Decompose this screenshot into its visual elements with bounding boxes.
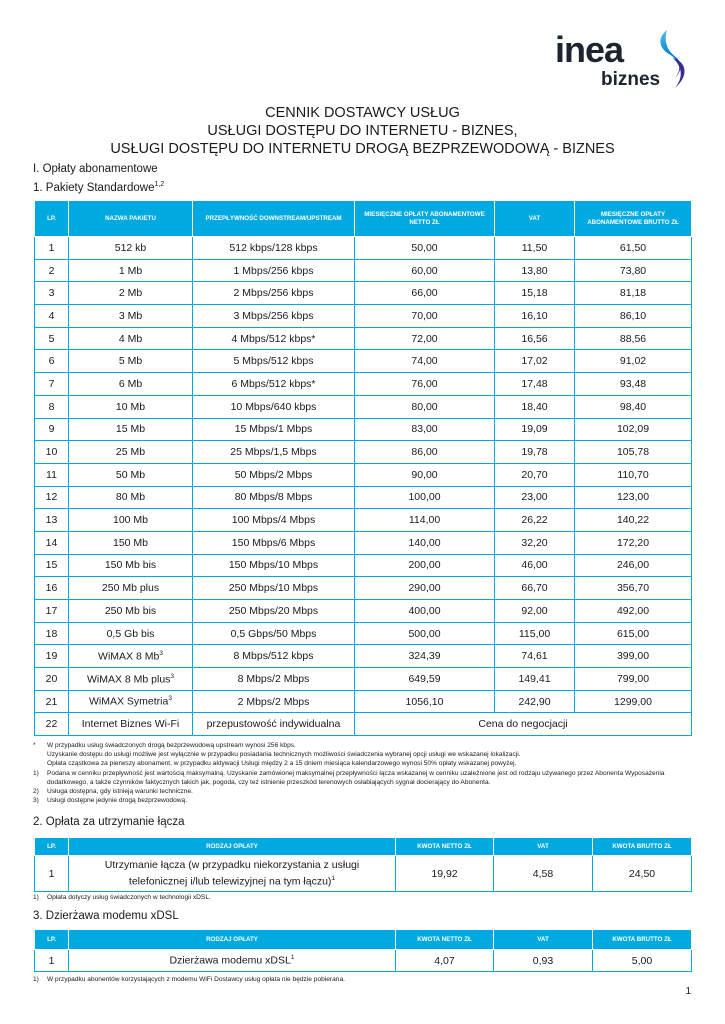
- cell-package-name: [69, 531, 193, 554]
- cell-vat: 13,80: [495, 259, 575, 282]
- cell-speed: 150 Mbps/6 Mbps: [193, 531, 355, 554]
- cell-vat: 20,70: [495, 463, 575, 486]
- cell-vat: 242,90: [495, 690, 575, 713]
- cell-package-name: [69, 327, 193, 350]
- footnote-text: Usługi dostępne jedynie drogą bezprzewodową.: [47, 797, 188, 805]
- cell-package-name: [69, 509, 193, 532]
- header-net-amount: KWOTA NETTO ZŁ: [396, 930, 494, 950]
- cell-package-name: [69, 554, 193, 577]
- cell-lp: 13: [35, 509, 69, 532]
- fee-type-sup: 1: [290, 954, 295, 962]
- package-name-text: 6 Mb: [118, 377, 143, 390]
- header-lp: LP.: [35, 201, 69, 237]
- packages-heading-sup: 1,2: [154, 181, 165, 188]
- cell-vat: 17,48: [495, 373, 575, 396]
- cell-package-name: [69, 237, 193, 260]
- cell-vat: 17,02: [495, 350, 575, 373]
- package-name-sup: 3: [168, 695, 172, 703]
- cell-vat: 16,10: [495, 305, 575, 328]
- cell-lp: 22: [35, 713, 69, 736]
- cell-net-fee: 60,00: [355, 259, 495, 282]
- cell-net-fee: 114,00: [355, 509, 495, 532]
- cell-gross-fee: 91,02: [575, 350, 692, 373]
- table-row: [35, 282, 692, 305]
- table-row: [35, 395, 692, 418]
- cell-speed: 4 Mbps/512 kbps*: [193, 327, 355, 350]
- cell-package-name: [69, 600, 193, 623]
- title-line-1: CENNIK DOSTAWCY USŁUG: [265, 105, 460, 121]
- header-speed: PRZEPŁYWNOŚĆ DOWNSTREAM/UPSTREAM: [193, 201, 355, 237]
- line-maintenance-table: [34, 837, 692, 892]
- footnote: [33, 741, 693, 750]
- cell-net-fee: 86,00: [355, 441, 495, 464]
- cell-package-name: [69, 441, 193, 464]
- package-name-text: 1 Mb: [118, 264, 143, 277]
- package-name-text: 50 Mb: [115, 468, 146, 481]
- cell-net-fee: 80,00: [355, 395, 495, 418]
- cell-speed: 80 Mbps/8 Mbps: [193, 486, 355, 509]
- cell-net-fee: 200,00: [355, 554, 495, 577]
- cell-net-fee: 90,00: [355, 463, 495, 486]
- footnote: [33, 787, 693, 796]
- footnotes-line-maintenance: [33, 893, 693, 902]
- cell-lp: 4: [35, 305, 69, 328]
- cell-lp: 10: [35, 441, 69, 464]
- cell-vat: 0,93: [494, 950, 593, 972]
- package-name-text: 4 Mb: [118, 332, 143, 345]
- package-name-text: 250 Mb plus: [101, 582, 160, 595]
- package-name-text: WiMAX 8 Mb plus: [86, 673, 171, 686]
- footnote-text: W przypadku usług świadczonych drogą bezprzewodową upstream wynosi 256 kbps.: [47, 742, 296, 749]
- package-name-text: 80 Mb: [115, 491, 146, 504]
- cell-speed: 100 Mbps/4 Mbps: [193, 509, 355, 532]
- table-row: [35, 259, 692, 282]
- footnote: [33, 769, 693, 787]
- cell-vat: 11,50: [495, 237, 575, 260]
- section-heading-line-maintenance: 2. Opłata za utrzymanie łącza: [33, 816, 185, 828]
- cell-lp: 1: [35, 950, 69, 972]
- table-row: [35, 486, 692, 509]
- cell-gross-fee: 123,00: [575, 486, 692, 509]
- cell-lp: 16: [35, 577, 69, 600]
- packages-heading-text: 1. Pakiety Standardowe: [33, 181, 155, 194]
- cell-speed: przepustowość indywidualna: [193, 713, 355, 736]
- cell-vat: 4,58: [494, 856, 593, 892]
- footnotes-packages: [33, 741, 693, 805]
- cell-package-name: [69, 305, 193, 328]
- cell-lp: 1: [35, 856, 69, 892]
- cell-package-name: [69, 577, 193, 600]
- table-row: [35, 305, 692, 328]
- cell-gross-fee: 88,56: [575, 327, 692, 350]
- section-heading-fees: I. Opłaty abonamentowe: [33, 163, 158, 175]
- packages-table-body: [35, 237, 692, 736]
- table-row-22: [35, 713, 692, 736]
- logo-brand-text: inea: [555, 29, 624, 70]
- cell-lp: 17: [35, 600, 69, 623]
- cell-vat: 66,70: [495, 577, 575, 600]
- package-name-sup: 3: [159, 649, 163, 657]
- cell-fee-type: [69, 950, 396, 972]
- title-line-3: USŁUGI DOSTĘPU DO INTERNETU DROGĄ BEZPRZEWODOWĄ - BIZNES: [110, 141, 615, 157]
- header-lp: LP.: [35, 930, 69, 950]
- cell-vat: 19,78: [495, 441, 575, 464]
- header-gross-amount: KWOTA BRUTTO ZŁ: [593, 838, 692, 856]
- footnote-mark: 1): [33, 976, 39, 983]
- cell-lp: 1: [35, 237, 69, 260]
- package-name-text: 25 Mb: [115, 446, 146, 459]
- footnote-text: Opłata cząstkowa za pierwszy abonament, w przypadku aktywacji Usługi między 2 a 15 dniem miesiąca kalendarzowego wynosi 50% opłaty wskazanej powyżej.: [47, 760, 517, 768]
- cell-net-fee: 83,00: [355, 418, 495, 441]
- cell-vat: 26,22: [495, 509, 575, 532]
- table-header-row: [35, 838, 692, 856]
- cell-net-fee: 100,00: [355, 486, 495, 509]
- footnote-mark: 1): [33, 894, 39, 901]
- package-name-text: 100 Mb: [112, 514, 149, 527]
- footnote: [33, 893, 693, 902]
- table-row: [35, 856, 692, 892]
- packages-price-table: [34, 200, 692, 736]
- package-name-sup: 3: [170, 672, 175, 680]
- logo-swirl-icon: [653, 28, 693, 90]
- footnote-mark: 1): [33, 769, 39, 777]
- cell-net-fee: 500,00: [355, 622, 495, 645]
- package-name-text: 5 Mb: [118, 355, 143, 368]
- header-vat: VAT: [494, 930, 593, 950]
- footnote-text: Opłata dotyczy usług świadczonych w technologii xDSL.: [47, 894, 211, 901]
- cell-speed: 8 Mbps/2 Mbps: [193, 668, 355, 691]
- table-row: [35, 373, 692, 396]
- footnote-text: Uzyskanie dostępu do usługi możliwe jest wyłącznie w przypadku posiadania technicznych możliwości świadczenia wybranej opcji usługi we wskazanej lokalizacji.: [47, 751, 521, 759]
- cell-gross-fee: 246,00: [575, 554, 692, 577]
- cell-package-name: [69, 622, 193, 645]
- cell-vat: 115,00: [495, 622, 575, 645]
- title-line-2: USŁUGI DOSTĘPU DO INTERNETU - BIZNES,: [207, 123, 518, 139]
- footnote-mark: *: [33, 742, 36, 749]
- cell-net-amount: 4,07: [396, 950, 494, 972]
- cell-package-name: [69, 373, 193, 396]
- table-header-row: [35, 201, 692, 237]
- fee-type-line-1: Utrzymanie łącza (w przypadku niekorzystania z usługi: [104, 859, 360, 872]
- cell-package-name: [69, 395, 193, 418]
- cell-speed: 6 Mbps/512 kbps*: [193, 373, 355, 396]
- cell-net-fee: 649,59: [355, 668, 495, 691]
- table-row: [35, 350, 692, 373]
- cell-net-fee: 72,00: [355, 327, 495, 350]
- cell-vat: 74,61: [495, 645, 575, 668]
- package-name-text: 150 Mb bis: [104, 559, 157, 572]
- cell-speed: 8 Mbps/512 kbps: [193, 645, 355, 668]
- cell-gross-fee: 799,00: [575, 668, 692, 691]
- cell-speed: 50 Mbps/2 Mbps: [193, 463, 355, 486]
- table-row: [35, 327, 692, 350]
- table-row: [35, 463, 692, 486]
- footnote: [33, 750, 693, 759]
- cell-gross-fee: 140,22: [575, 509, 692, 532]
- cell-lp: 15: [35, 554, 69, 577]
- header-gross-amount: KWOTA BRUTTO ZŁ: [593, 930, 692, 950]
- package-name-text: 250 Mb bis: [104, 604, 157, 617]
- header-gross-fee: MIESIĘCZNE OPŁATY ABONAMENTOWE BRUTTO ZŁ: [575, 201, 692, 237]
- section-heading-packages: [33, 181, 164, 194]
- cell-net-amount: 19,92: [396, 856, 494, 892]
- cell-net-fee: 70,00: [355, 305, 495, 328]
- table-row: [35, 690, 692, 713]
- cell-gross-fee: 102,09: [575, 418, 692, 441]
- footnote-text: W przypadku abonentów korzystających z modemu WiFi Dostawcy usług opłata nie będzie pobierana.: [47, 976, 345, 983]
- cell-speed: 512 kbps/128 kbps: [193, 237, 355, 260]
- cell-net-fee: 324,39: [355, 645, 495, 668]
- cell-net-fee: 76,00: [355, 373, 495, 396]
- page-number: 1: [685, 986, 691, 997]
- table-row: [35, 668, 692, 691]
- cell-speed: 2 Mbps/2 Mbps: [193, 690, 355, 713]
- footnote-mark: 3): [33, 797, 39, 805]
- cell-net-fee: 66,00: [355, 282, 495, 305]
- cell-lp: 21: [35, 690, 69, 713]
- cell-price-negotiable: Cena do negocjacji: [355, 713, 692, 736]
- cell-package-name: [69, 486, 193, 509]
- table-row: [35, 600, 692, 623]
- footnote-text: Podana w cenniku przepływność jest wartością maksymalną. Uzyskanie zamówionej maksymalnej przepływności łącza wskazanej w cenniku uzależnione jest od rodzaju używanego przez Abonenta Wyposażenia dodatkowego, a także czynników faktycznych takich jak, pogoda, czy też istnienie przeszkód terenowych osłabiających sygnał docierający do Abonenta.: [47, 769, 665, 786]
- document-title: [0, 104, 725, 158]
- logo-sub-text: biznes: [601, 69, 661, 90]
- footnote: [33, 759, 693, 768]
- cell-gross-fee: 73,80: [575, 259, 692, 282]
- modem-lease-table: [34, 929, 692, 972]
- header-vat: VAT: [494, 838, 593, 856]
- table-header-row: [35, 930, 692, 950]
- cell-lp: 12: [35, 486, 69, 509]
- cell-gross-fee: 98,40: [575, 395, 692, 418]
- cell-lp: 5: [35, 327, 69, 350]
- cell-speed: 10 Mbps/640 kbps: [193, 395, 355, 418]
- cell-speed: 15 Mbps/1 Mbps: [193, 418, 355, 441]
- table-row: [35, 950, 692, 972]
- cell-gross-fee: 93,48: [575, 373, 692, 396]
- header-net-fee: MIESIĘCZNE OPŁATY ABONAMENTOWE NETTO ZŁ: [355, 201, 495, 237]
- package-name-text: WiMAX Symetria: [89, 695, 169, 708]
- footnote-text: Usługa dostępna, gdy istnieją warunki techniczne.: [47, 788, 193, 796]
- cell-speed: 1 Mbps/256 kbps: [193, 259, 355, 282]
- cell-speed: 2 Mbps/256 kbps: [193, 282, 355, 305]
- cell-speed: 0,5 Gbps/50 Mbps: [193, 622, 355, 645]
- cell-speed: 3 Mbps/256 kbps: [193, 305, 355, 328]
- inea-biznes-logo: [555, 28, 695, 92]
- cell-vat: 18,40: [495, 395, 575, 418]
- cell-gross-fee: 1299,00: [575, 690, 692, 713]
- header-vat: VAT: [495, 201, 575, 237]
- cell-lp: 3: [35, 282, 69, 305]
- footnotes-modem-lease: [33, 975, 693, 984]
- cell-vat: 15,18: [495, 282, 575, 305]
- footnote: [33, 975, 693, 984]
- cell-package-name: [69, 690, 193, 713]
- table-row: [35, 418, 692, 441]
- cell-gross-fee: 492,00: [575, 600, 692, 623]
- cell-net-fee: 74,00: [355, 350, 495, 373]
- header-fee-type: RODZAJ OPŁATY: [69, 838, 396, 856]
- cell-gross-amount: 24,50: [593, 856, 692, 892]
- package-name-text: 10 Mb: [115, 400, 146, 413]
- cell-vat: 149,41: [495, 668, 575, 691]
- table-row: [35, 509, 692, 532]
- header-fee-type: RODZAJ OPŁATY: [69, 930, 396, 950]
- cell-net-fee: 1056,10: [355, 690, 495, 713]
- cell-fee-type: [69, 856, 396, 892]
- cell-package-name: [69, 463, 193, 486]
- cell-net-fee: 50,00: [355, 237, 495, 260]
- package-name-text: 512 kb: [114, 241, 147, 254]
- cell-vat: 32,20: [495, 531, 575, 554]
- cell-speed: 250 Mbps/10 Mbps: [193, 577, 355, 600]
- cell-gross-fee: 172,20: [575, 531, 692, 554]
- cell-lp: 11: [35, 463, 69, 486]
- fee-type-line-2-text: telefonicznej i/lub telewizyjnej na tym łączu): [128, 875, 332, 888]
- package-name-text: 15 Mb: [115, 423, 146, 436]
- cell-lp: 6: [35, 350, 69, 373]
- cell-package-name: [69, 282, 193, 305]
- cell-lp: 20: [35, 668, 69, 691]
- cell-net-fee: 290,00: [355, 577, 495, 600]
- cell-gross-fee: 356,70: [575, 577, 692, 600]
- table-row: [35, 622, 692, 645]
- cell-package-name: [69, 645, 193, 668]
- package-name-text: 150 Mb: [112, 536, 149, 549]
- cell-gross-fee: 615,00: [575, 622, 692, 645]
- fee-type-line-2: [71, 872, 393, 889]
- header-net-amount: KWOTA NETTO ZŁ: [396, 838, 494, 856]
- cell-package-name: [69, 418, 193, 441]
- package-name-text: 2 Mb: [118, 287, 143, 300]
- cell-lp: 19: [35, 645, 69, 668]
- cell-package-name: Internet Biznes Wi-Fi: [69, 713, 193, 736]
- cell-gross-fee: 105,78: [575, 441, 692, 464]
- fee-type-text: Dzierżawa modemu xDSL: [169, 954, 291, 967]
- cell-lp: 9: [35, 418, 69, 441]
- cell-speed: 5 Mbps/512 kbps: [193, 350, 355, 373]
- cell-speed: 25 Mbps/1,5 Mbps: [193, 441, 355, 464]
- cell-vat: 46,00: [495, 554, 575, 577]
- table-row: [35, 237, 692, 260]
- cell-gross-amount: 5,00: [593, 950, 692, 972]
- cell-vat: 16,56: [495, 327, 575, 350]
- cell-gross-fee: 399,00: [575, 645, 692, 668]
- footnote: [33, 796, 693, 805]
- cell-gross-fee: 86,10: [575, 305, 692, 328]
- footnote-mark: [33, 759, 47, 768]
- cell-vat: 23,00: [495, 486, 575, 509]
- footnote-mark: [33, 750, 47, 759]
- cell-gross-fee: 61,50: [575, 237, 692, 260]
- cell-net-fee: 140,00: [355, 531, 495, 554]
- cell-lp: 7: [35, 373, 69, 396]
- cell-speed: 150 Mbps/10 Mbps: [193, 554, 355, 577]
- cell-package-name: [69, 259, 193, 282]
- footnote-mark: 2): [33, 788, 39, 796]
- header-package-name: NAZWA PAKIETU: [69, 201, 193, 237]
- cell-vat: 19,09: [495, 418, 575, 441]
- header-lp: LP.: [35, 838, 69, 856]
- package-name-text: 3 Mb: [118, 309, 143, 322]
- fee-type-sup: 1: [331, 875, 336, 883]
- cell-gross-fee: 110,70: [575, 463, 692, 486]
- table-row: [35, 531, 692, 554]
- table-row: [35, 554, 692, 577]
- cell-lp: 2: [35, 259, 69, 282]
- section-heading-modem-lease: 3. Dzierżawa modemu xDSL: [33, 910, 179, 922]
- table-row: [35, 577, 692, 600]
- cell-package-name: [69, 350, 193, 373]
- cell-speed: 250 Mbps/20 Mbps: [193, 600, 355, 623]
- package-name-text: 0,5 Gb bis: [106, 627, 155, 640]
- cell-package-name: [69, 668, 193, 691]
- cell-gross-fee: 81,18: [575, 282, 692, 305]
- cell-lp: 8: [35, 395, 69, 418]
- cell-vat: 92,00: [495, 600, 575, 623]
- cell-net-fee: 400,00: [355, 600, 495, 623]
- table-row: [35, 441, 692, 464]
- cell-lp: 14: [35, 531, 69, 554]
- package-name-text: WiMAX 8 Mb: [98, 650, 160, 663]
- cell-lp: 18: [35, 622, 69, 645]
- table-row: [35, 645, 692, 668]
